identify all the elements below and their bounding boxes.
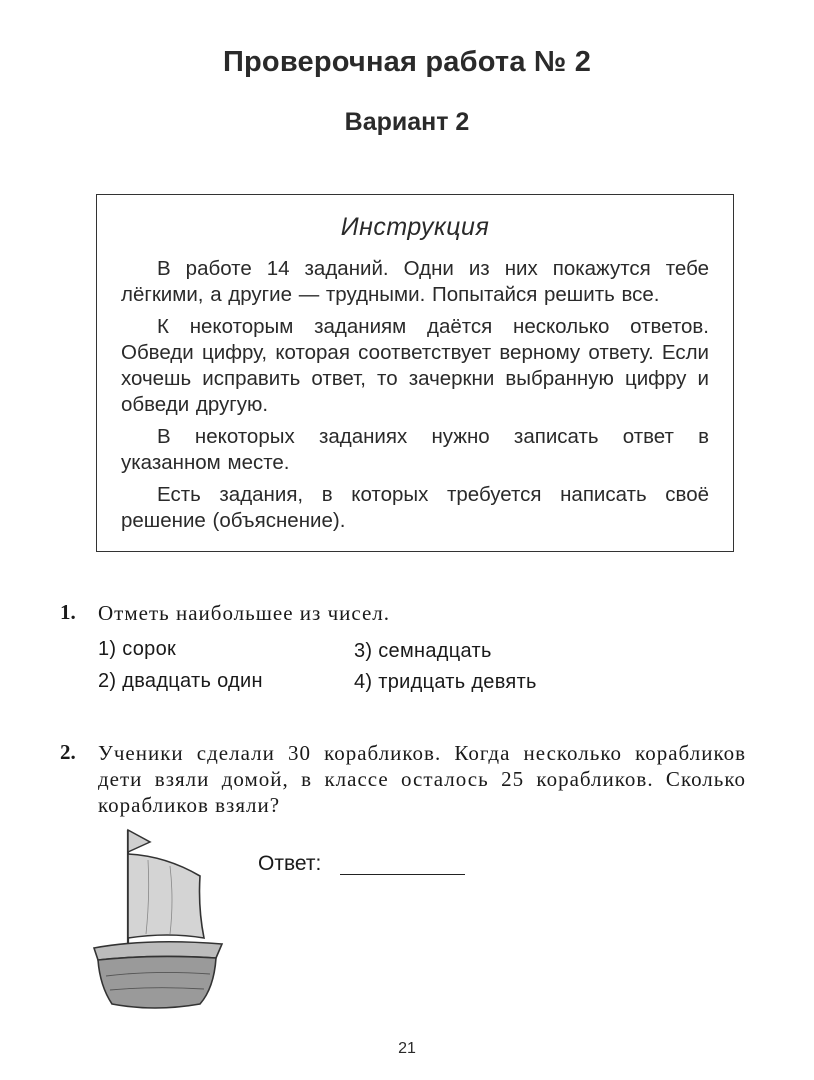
- instruction-paragraph: В работе 14 заданий. Одни из них покажутся тебе лёгкими, а другие — трудными. Попытайся решить все.: [121, 257, 709, 306]
- task-2: [60, 740, 746, 818]
- task-1: [60, 600, 746, 626]
- task-number: 2.: [60, 740, 76, 764]
- instruction-paragraph: В некоторых заданиях нужно записать ответ в указанном месте.: [121, 425, 709, 474]
- answer-field[interactable]: [340, 874, 465, 875]
- page-number: 21: [398, 1040, 416, 1057]
- instruction-box: [96, 194, 734, 552]
- task-number: 1.: [60, 600, 76, 624]
- task-text: Ученики сделали 30 корабликов. Когда несколько корабликов дети взяли домой, в классе осталось 25 корабликов. Сколько корабликов взяли?: [98, 741, 746, 817]
- variant-title: Вариант 2: [344, 108, 470, 136]
- sailboat-illustration: [88, 826, 228, 1011]
- instruction-paragraph: К некоторым заданиям даётся несколько ответов. Обведи цифру, которая соответствует верному ответу. Если хочешь исправить ответ, то зачеркни выбранную цифру и обведи другую.: [121, 315, 709, 416]
- option-3[interactable]: 3) семнадцать: [354, 640, 492, 662]
- task-text: Отметь наибольшее из чисел.: [98, 601, 390, 625]
- instruction-paragraph: Есть задания, в которых требуется написать своё решение (объяснение).: [121, 483, 709, 532]
- option-2[interactable]: 2) двадцать один: [98, 670, 263, 692]
- sail: [128, 854, 204, 938]
- boat-hull: [98, 956, 216, 1008]
- instruction-heading: Инструкция: [340, 213, 490, 241]
- option-4[interactable]: 4) тридцать девять: [354, 671, 537, 693]
- page-title: Проверочная работа № 2: [222, 46, 592, 78]
- flag: [128, 830, 150, 852]
- answer-label: Ответ:: [258, 852, 322, 875]
- option-1[interactable]: 1) сорок: [98, 638, 177, 660]
